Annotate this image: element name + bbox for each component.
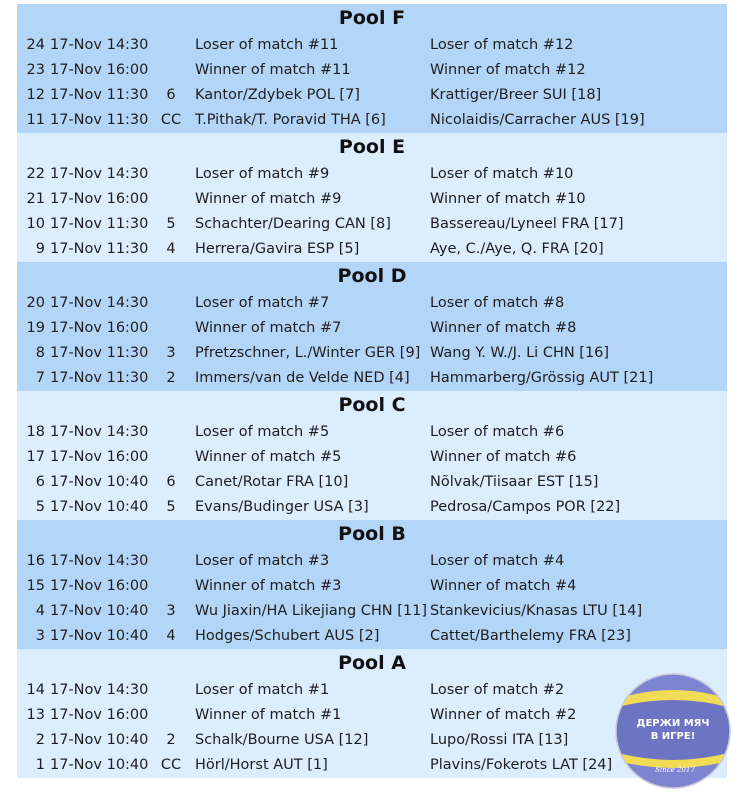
match-datetime: 17-Nov 16:00 xyxy=(50,707,149,723)
match-court: 2 xyxy=(166,370,176,386)
team-two: Loser of match #10 xyxy=(430,166,574,182)
match-number: 7 xyxy=(35,370,45,386)
team-two: Winner of match #10 xyxy=(430,191,586,207)
team-two: Bassereau/Lyneel FRA [17] xyxy=(430,216,624,232)
match-datetime: 17-Nov 10:40 xyxy=(50,628,149,644)
pool-title: Pool F xyxy=(338,7,406,29)
match-court: 5 xyxy=(166,499,176,515)
team-two: Loser of match #6 xyxy=(430,424,565,440)
logo-since: Since 2017 xyxy=(655,766,695,774)
match-number: 17 xyxy=(26,449,45,465)
team-one: Evans/Budinger USA [3] xyxy=(195,499,369,515)
match-datetime: 17-Nov 14:30 xyxy=(50,166,149,182)
team-one: Pfretzschner, L./Winter GER [9] xyxy=(195,345,421,361)
team-two: Winner of match #6 xyxy=(430,449,577,465)
match-number: 5 xyxy=(35,499,45,515)
match-datetime: 17-Nov 14:30 xyxy=(50,37,149,53)
team-two: Winner of match #2 xyxy=(430,707,577,723)
pool-section xyxy=(17,262,727,391)
match-number: 19 xyxy=(26,320,45,336)
team-two: Loser of match #2 xyxy=(430,682,565,698)
team-one: Schachter/Dearing CAN [8] xyxy=(195,216,391,232)
team-two: Loser of match #4 xyxy=(430,553,565,569)
team-one: Loser of match #1 xyxy=(195,682,330,698)
pool-section xyxy=(17,520,727,649)
match-court: 3 xyxy=(166,345,176,361)
match-datetime: 17-Nov 11:30 xyxy=(50,112,149,128)
pool-title: Pool A xyxy=(338,652,406,674)
team-two: Plavins/Fokerots LAT [24] xyxy=(430,757,613,773)
team-one: Immers/van de Velde NED [4] xyxy=(195,370,410,386)
team-two: Wang Y. W./J. Li CHN [16] xyxy=(430,345,610,361)
team-one: Kantor/Zdybek POL [7] xyxy=(195,87,360,103)
match-number: 12 xyxy=(26,87,45,103)
match-row xyxy=(17,341,727,366)
team-one: Loser of match #11 xyxy=(195,37,339,53)
match-court: 4 xyxy=(166,628,176,644)
match-court: 6 xyxy=(166,87,176,103)
ball-middle-band xyxy=(614,700,732,760)
match-number: 18 xyxy=(26,424,45,440)
match-row xyxy=(17,495,727,520)
team-two: Krattiger/Breer SUI [18] xyxy=(430,87,602,103)
match-datetime: 17-Nov 10:40 xyxy=(50,474,149,490)
match-datetime: 17-Nov 11:30 xyxy=(50,216,149,232)
match-court: 2 xyxy=(166,732,176,748)
match-number: 8 xyxy=(35,345,45,361)
match-row xyxy=(17,574,727,599)
pool-title: Pool E xyxy=(338,136,406,158)
team-two: Winner of match #8 xyxy=(430,320,577,336)
pool-title: Pool D xyxy=(337,265,407,287)
match-number: 16 xyxy=(26,553,45,569)
team-two: Lupo/Rossi ITA [13] xyxy=(430,732,569,748)
match-court: CC xyxy=(160,757,182,773)
team-two: Stankevicius/Knasas LTU [14] xyxy=(430,603,643,619)
volleyball-logo-icon xyxy=(614,672,732,790)
match-number: 1 xyxy=(35,757,45,773)
match-number: 14 xyxy=(26,682,45,698)
match-number: 10 xyxy=(26,216,45,232)
match-court: 6 xyxy=(166,474,176,490)
logo-text-line2: В ИГРЕ! xyxy=(650,731,696,742)
match-datetime: 17-Nov 16:00 xyxy=(50,62,149,78)
pool-title: Pool B xyxy=(338,523,406,545)
match-row xyxy=(17,470,727,495)
match-number: 15 xyxy=(26,578,45,594)
team-two: Hammarberg/Grössig AUT [21] xyxy=(430,370,654,386)
match-number: 9 xyxy=(35,241,45,257)
match-datetime: 17-Nov 16:00 xyxy=(50,320,149,336)
match-number: 3 xyxy=(35,628,45,644)
team-two: Pedrosa/Campos POR [22] xyxy=(430,499,621,515)
match-datetime: 17-Nov 10:40 xyxy=(50,603,149,619)
schedule-table xyxy=(17,4,727,778)
match-court: CC xyxy=(160,112,182,128)
match-number: 23 xyxy=(26,62,45,78)
match-row xyxy=(17,316,727,341)
match-row xyxy=(17,187,727,212)
match-row xyxy=(17,162,727,187)
match-number: 13 xyxy=(26,707,45,723)
match-court: 5 xyxy=(166,216,176,232)
pool-title: Pool C xyxy=(338,394,406,416)
match-datetime: 17-Nov 14:30 xyxy=(50,553,149,569)
match-row xyxy=(17,599,727,624)
match-datetime: 17-Nov 14:30 xyxy=(50,682,149,698)
team-one: Winner of match #1 xyxy=(195,707,342,723)
match-datetime: 17-Nov 11:30 xyxy=(50,345,149,361)
match-number: 22 xyxy=(26,166,45,182)
match-number: 20 xyxy=(26,295,45,311)
team-one: Hörl/Horst AUT [1] xyxy=(195,757,328,773)
match-number: 24 xyxy=(26,37,45,53)
match-datetime: 17-Nov 14:30 xyxy=(50,424,149,440)
team-one: Canet/Rotar FRA [10] xyxy=(195,474,349,490)
team-two: Aye, C./Aye, Q. FRA [20] xyxy=(430,241,604,257)
pool-section xyxy=(17,391,727,520)
team-one: Loser of match #7 xyxy=(195,295,330,311)
match-datetime: 17-Nov 10:40 xyxy=(50,732,149,748)
team-two: Winner of match #4 xyxy=(430,578,577,594)
team-two: Cattet/Barthelemy FRA [23] xyxy=(430,628,631,644)
match-row xyxy=(17,212,727,237)
match-datetime: 17-Nov 14:30 xyxy=(50,295,149,311)
match-datetime: 17-Nov 11:30 xyxy=(50,87,149,103)
team-one: Loser of match #9 xyxy=(195,166,330,182)
match-row xyxy=(17,445,727,470)
match-datetime: 17-Nov 10:40 xyxy=(50,757,149,773)
match-row xyxy=(17,237,727,262)
match-row xyxy=(17,108,727,133)
match-datetime: 17-Nov 10:40 xyxy=(50,499,149,515)
team-one: T.Pithak/T. Poravid THA [6] xyxy=(195,112,386,128)
match-court: 4 xyxy=(166,241,176,257)
match-row xyxy=(17,83,727,108)
team-one: Hodges/Schubert AUS [2] xyxy=(195,628,380,644)
match-datetime: 17-Nov 16:00 xyxy=(50,191,149,207)
team-one: Herrera/Gavira ESP [5] xyxy=(195,241,360,257)
team-two: Loser of match #8 xyxy=(430,295,565,311)
team-one: Winner of match #7 xyxy=(195,320,342,336)
match-number: 2 xyxy=(35,732,45,748)
match-number: 21 xyxy=(26,191,45,207)
match-row xyxy=(17,366,727,391)
match-number: 11 xyxy=(26,112,45,128)
match-row xyxy=(17,549,727,574)
team-two: Winner of match #12 xyxy=(430,62,586,78)
match-number: 4 xyxy=(35,603,45,619)
team-one: Winner of match #3 xyxy=(195,578,342,594)
team-one: Winner of match #11 xyxy=(195,62,351,78)
team-one: Schalk/Bourne USA [12] xyxy=(195,732,369,748)
team-two: Nõlvak/Tiisaar EST [15] xyxy=(430,474,599,490)
match-datetime: 17-Nov 11:30 xyxy=(50,370,149,386)
team-one: Loser of match #5 xyxy=(195,424,330,440)
match-row xyxy=(17,291,727,316)
team-two: Loser of match #12 xyxy=(430,37,574,53)
pool-section xyxy=(17,133,727,262)
pool-section xyxy=(17,4,727,133)
match-court: 3 xyxy=(166,603,176,619)
match-number: 6 xyxy=(35,474,45,490)
match-row xyxy=(17,33,727,58)
team-one: Winner of match #5 xyxy=(195,449,342,465)
match-datetime: 17-Nov 11:30 xyxy=(50,241,149,257)
match-row xyxy=(17,58,727,83)
match-row xyxy=(17,420,727,445)
match-datetime: 17-Nov 16:00 xyxy=(50,578,149,594)
team-one: Winner of match #9 xyxy=(195,191,342,207)
team-two: Nicolaidis/Carracher AUS [19] xyxy=(430,112,645,128)
match-datetime: 17-Nov 16:00 xyxy=(50,449,149,465)
match-row xyxy=(17,624,727,649)
team-one: Loser of match #3 xyxy=(195,553,330,569)
logo-text-line1: ДЕРЖИ МЯЧ xyxy=(636,718,710,729)
team-one: Wu Jiaxin/HA Likejiang CHN [11] xyxy=(195,603,428,619)
